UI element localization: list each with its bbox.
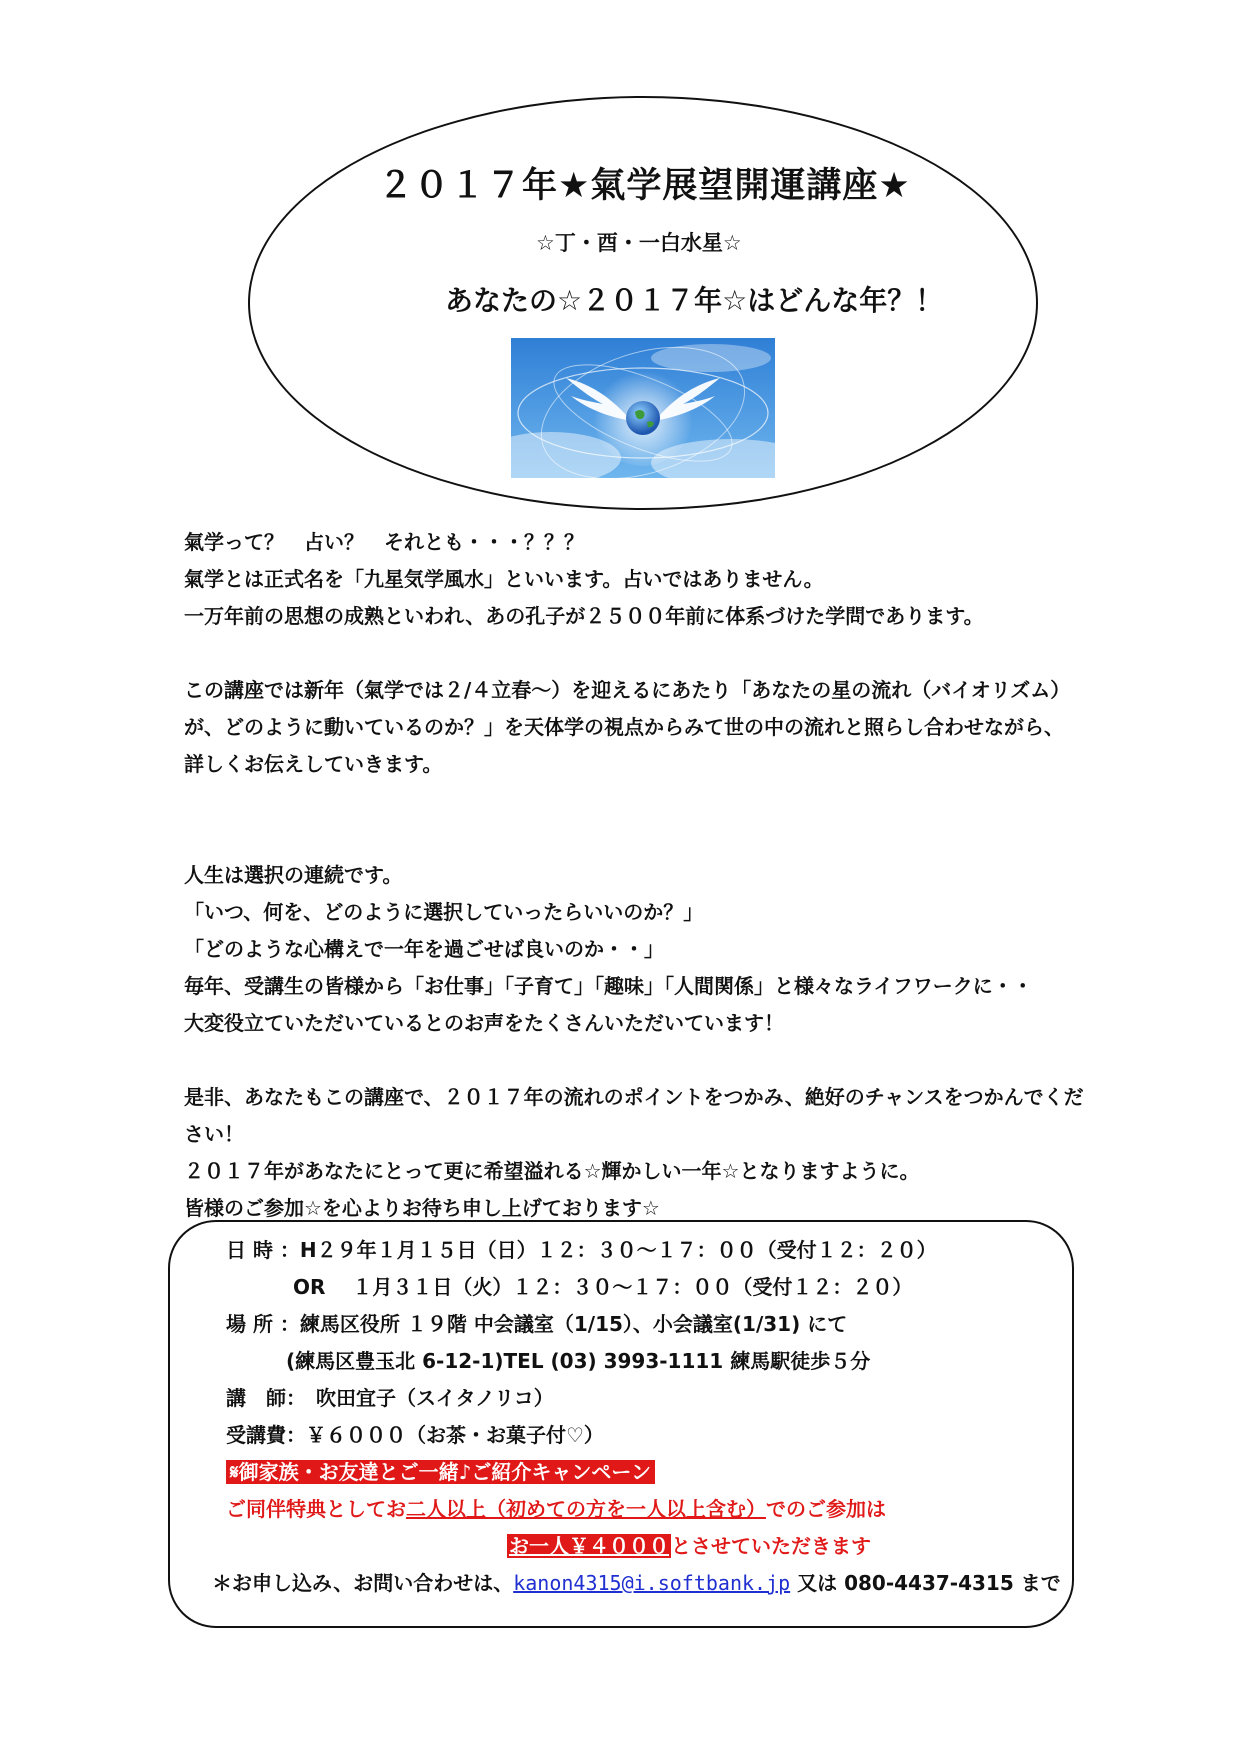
special-line	[226, 1491, 1086, 1528]
price-suffix: とさせていただきます	[671, 1534, 871, 1558]
teacher-line: 講 師： 吹田宜子（スイタノリコ）	[226, 1386, 554, 1410]
contact-line	[212, 1565, 1086, 1602]
special-prefix: ご同伴特典としてお	[226, 1497, 406, 1521]
tagline: あなたの☆２０１７年☆はどんな年？！	[445, 284, 944, 317]
subtitle: ☆丁・酉・一白水星☆	[536, 231, 742, 255]
event-info	[212, 1232, 1086, 1602]
date-line: 日 時 ：H２９年１月１５日（日）１２：３０～１７：００（受付１２：２０）	[226, 1238, 937, 1262]
email-link[interactable]: kanon4315@i.softbank.jp	[513, 1571, 791, 1595]
place-line: 場 所 ：練馬区役所 １９階 中会議室（1/15）、小会議室(1/31) にて	[226, 1312, 848, 1336]
winged-earth-image	[511, 338, 775, 478]
body-line: 詳しくお伝えしていきます。	[184, 752, 443, 776]
body-text	[184, 524, 1184, 1227]
campaign-line	[226, 1454, 1086, 1491]
body-line: ２０１７年があなたにとって更に希望溢れる☆輝かしい一年☆となりますように。	[184, 1159, 920, 1183]
special-price: お一人￥４０００	[509, 1534, 669, 1558]
body-line: 氣学とは正式名を「九星気学風水」といいます。占いではありません。	[184, 567, 824, 591]
address-line: (練馬区豊玉北 6-12-1)TEL (03) 3993-1111 練馬駅徒歩５分	[226, 1349, 871, 1373]
fee-line: 受講費：￥６０００（お茶・お菓子付♡）	[226, 1423, 604, 1447]
body-line: が、どのように動いているのか？」を天体学の視点からみて世の中の流れと照らし合わせながら、	[184, 715, 1064, 739]
body-line: 人生は選択の連続です。	[184, 863, 403, 887]
date-line-alt: OR １月３１日（火）１２：３０～１７：００（受付１２：２０）	[226, 1275, 913, 1299]
special-suffix: でのご参加は	[766, 1497, 886, 1521]
campaign-banner: 𝄋御家族・お友達とご一緒♪ご紹介キャンペーン	[226, 1460, 655, 1484]
body-line: 一万年前の思想の成熟といわれ、あの孔子が２５００年前に体系づけた学問であります。	[184, 604, 984, 628]
contact-prefix: ＊お申し込み、お問い合わせは、	[212, 1571, 514, 1595]
body-line: 皆様のご参加☆を心よりお待ち申し上げております☆	[184, 1196, 660, 1220]
body-line: 「どのような心構えで一年を過ごせば良いのか・・」	[184, 937, 664, 961]
body-line: 「いつ、何を、どのように選択していったらいいのか？」	[184, 900, 704, 924]
special-condition: 二人以上（初めての方を一人以上含む）	[406, 1497, 766, 1521]
contact-suffix: 又は 080-4437-4315 まで	[790, 1571, 1061, 1595]
page-title: ２０１７年★氣学展望開運講座★	[378, 166, 911, 206]
body-line: 大変役立ていただいているとのお声をたくさんいただいています！	[184, 1011, 784, 1035]
body-line: 毎年、受講生の皆様から「お仕事」「子育て」「趣味」「人間関係」と様々なライフワークに・・	[184, 974, 1033, 998]
body-line: 氣学って？ 占い？ それとも・・・？？？	[184, 530, 584, 554]
body-line: この講座では新年（氣学では２/４立春～）を迎えるにあたり「あなたの星の流れ（バイオリズム）	[184, 678, 1071, 702]
body-line: さい！	[184, 1122, 244, 1146]
body-line: 是非、あなたもこの講座で、２０１７年の流れのポイントをつかみ、絶好のチャンスをつかんでくだ	[184, 1085, 1084, 1109]
price-line	[226, 1528, 1086, 1565]
